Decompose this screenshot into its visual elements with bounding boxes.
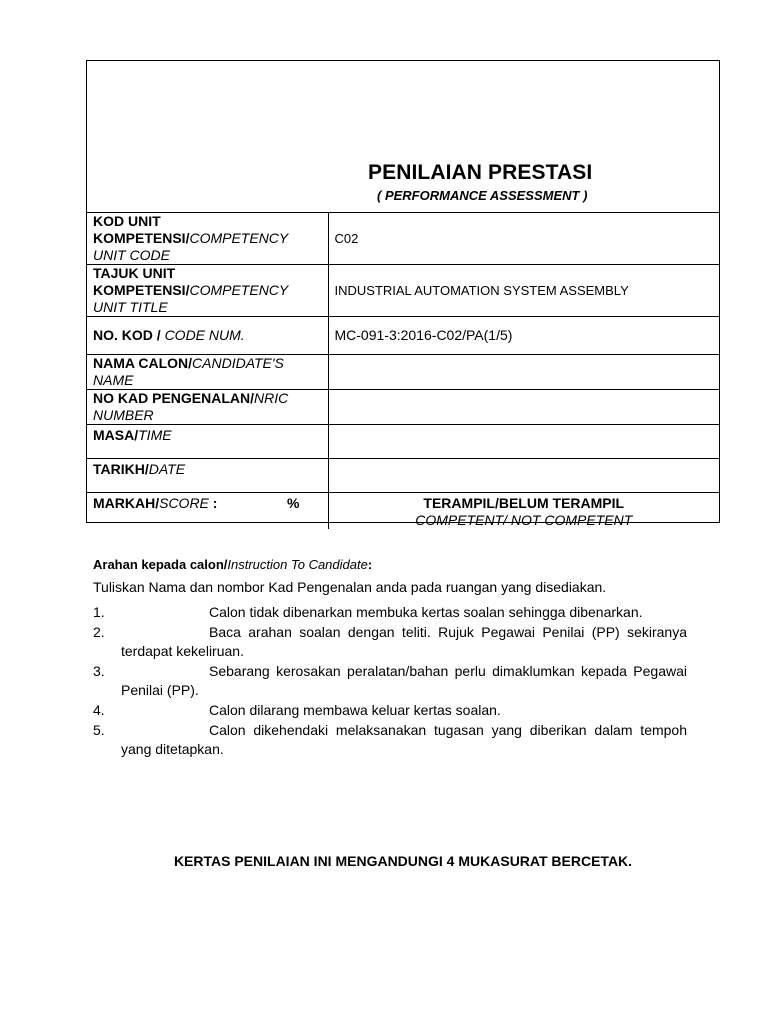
candidate-info-table — [87, 213, 719, 529]
unit-code-value: C02 — [334, 231, 359, 246]
unit-title-value: INDUSTRIAL AUTOMATION SYSTEM ASSEMBLY — [328, 265, 719, 317]
competency-result-italic: COMPETENT/ NOT COMPETENT — [415, 512, 633, 528]
nric-label — [87, 390, 328, 425]
page-subtitle: ( PERFORMANCE ASSESSMENT ) — [377, 188, 588, 203]
list-item — [93, 662, 687, 700]
instructions-heading-italic: Instruction To Candidate — [227, 557, 368, 572]
nric-label-line2: NUMBER — [93, 407, 154, 423]
instructions-heading-bold: Arahan kepada calon/ — [93, 557, 228, 572]
nric-label-bold: NO KAD PENGENALAN/ — [93, 390, 255, 406]
instructions-intro: Tuliskan Nama dan nombor Kad Pengenalan anda pada ruangan yang disediakan. — [93, 579, 607, 595]
title-block — [87, 61, 719, 213]
table-row-unit-code — [87, 213, 719, 265]
unit-title-label — [87, 265, 328, 317]
score-label-colon: : — [208, 495, 218, 511]
page-count-note: KERTAS PENILAIAN INI MENGANDUNGI 4 MUKASURAT BERCETAK. — [173, 853, 633, 869]
score-percent-sign: % — [287, 495, 300, 511]
instructions-heading — [93, 555, 687, 574]
competency-result-bold: TERAMPIL/BELUM TERAMPIL — [423, 495, 625, 511]
unit-title-label-line3: UNIT TITLE — [93, 299, 168, 315]
instructions-heading-colon: : — [367, 557, 373, 572]
score-label — [87, 493, 328, 530]
table-row-unit-title — [87, 265, 719, 317]
list-item-number: 2. — [93, 624, 105, 640]
list-item-number: 1. — [93, 604, 105, 620]
candidate-name-label-line2: NAME — [93, 372, 134, 388]
list-item-text: Calon dilarang membawa keluar kertas soalan. — [209, 702, 501, 718]
unit-title-label-bold: KOMPETENSI/ — [93, 282, 190, 298]
code-num-label — [87, 317, 328, 355]
unit-code-label-line3: UNIT CODE — [93, 247, 170, 263]
time-label-italic: TIME — [138, 427, 172, 443]
page-title: PENILAIAN PRESTASI — [368, 161, 593, 184]
table-row-time — [87, 425, 719, 459]
date-field[interactable] — [328, 459, 719, 493]
score-label-italic: SCORE — [159, 495, 209, 511]
unit-code-label-bold: KOMPETENSI/ — [93, 230, 190, 246]
score-label-bold: MARKAH/ — [93, 495, 160, 511]
unit-code-label-line1: KOD UNIT — [93, 213, 161, 229]
table-row-score — [87, 493, 719, 530]
time-label — [87, 425, 328, 459]
list-item — [93, 623, 687, 661]
code-num-label-italic: CODE NUM. — [164, 327, 245, 343]
candidate-name-label-bold: NAMA CALON/ — [93, 355, 193, 371]
list-item-number: 3. — [93, 663, 105, 679]
table-row-code-num — [87, 317, 719, 355]
competency-result-cell — [328, 493, 719, 530]
table-row-nric — [87, 390, 719, 425]
instructions-list — [93, 603, 687, 759]
candidate-name-label-italic: CANDIDATE'S — [192, 355, 284, 371]
list-item — [93, 701, 687, 720]
code-num-value: MC-091-3:2016-C02/PA(1/5) — [328, 317, 719, 355]
unit-title-label-line1: TAJUK UNIT — [93, 265, 176, 281]
list-item — [93, 603, 687, 622]
date-label — [87, 459, 328, 493]
time-field[interactable] — [328, 425, 719, 459]
candidate-name-field[interactable] — [328, 355, 719, 390]
list-item-text: Calon dikehendaki melaksanakan tugasan yang diberikan dalam tempoh yang ditetapkan. — [121, 722, 687, 757]
unit-title-label-italic: COMPETENCY — [189, 282, 289, 298]
list-item-number: 4. — [93, 702, 105, 718]
nric-field[interactable] — [328, 390, 719, 425]
time-label-bold: MASA/ — [93, 427, 139, 443]
table-row-date — [87, 459, 719, 493]
date-label-italic: DATE — [148, 461, 186, 477]
instructions-section — [93, 555, 687, 760]
assessment-form-frame — [86, 60, 720, 528]
unit-code-label — [87, 213, 328, 265]
table-row-candidate-name — [87, 355, 719, 390]
date-label-bold: TARIKH/ — [93, 461, 149, 477]
list-item-number: 5. — [93, 722, 105, 738]
code-num-label-bold: NO. KOD / — [93, 327, 165, 343]
nric-label-italic: NRIC — [254, 390, 289, 406]
list-item-text: Sebarang kerosakan peralatan/bahan perlu dimaklumkan kepada Pegawai Penilai (PP). — [121, 663, 687, 698]
list-item-text: Calon tidak dibenarkan membuka kertas soalan sehingga dibenarkan. — [209, 604, 643, 620]
unit-code-label-italic: COMPETENCY — [189, 230, 289, 246]
candidate-name-label — [87, 355, 328, 390]
list-item — [93, 721, 687, 759]
list-item-text: Baca arahan soalan dengan teliti. Rujuk Pegawai Penilai (PP) sekiranya terdapat kekeliruan. — [121, 624, 687, 659]
